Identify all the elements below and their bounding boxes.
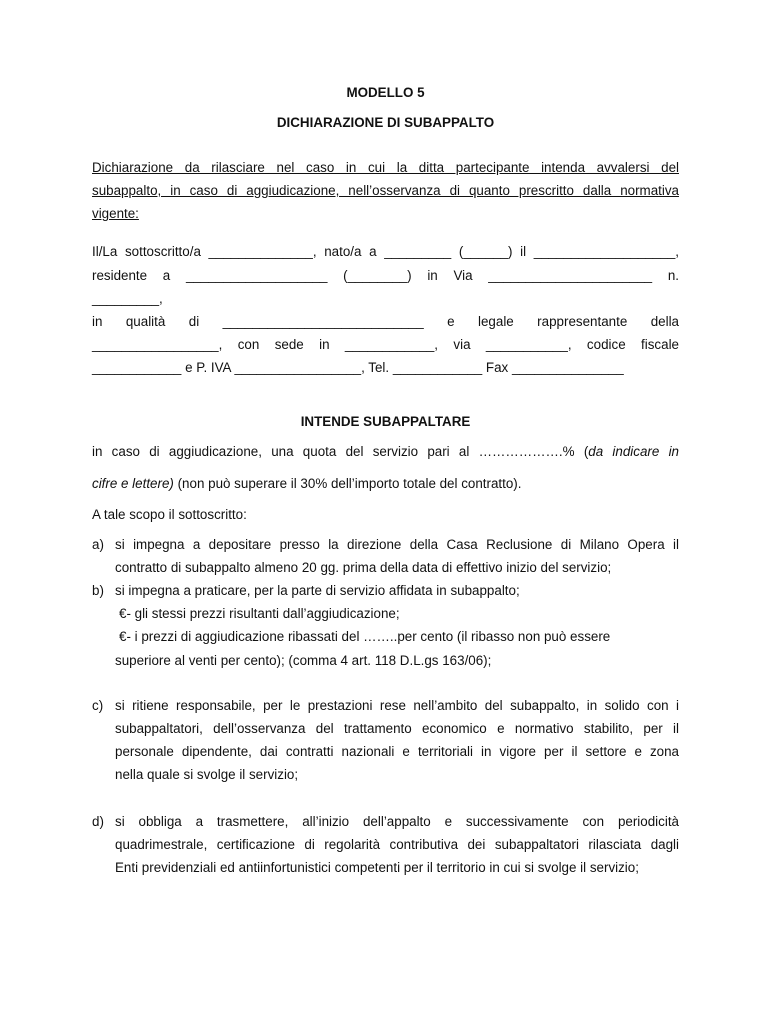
quota-limit: (non può superare il 30% dell’importo totale del contratto).	[173, 476, 522, 491]
declarant-line-1: Il/La sottoscritto/a ______________, nato/a a _________ (______) il ___________________,	[92, 244, 679, 259]
item-c-line-3: personale dipendente, dai contratti nazionali e territoriali in vigore per il settore e zona	[115, 744, 679, 759]
item-b-label: b)	[92, 583, 104, 598]
quota-line-2	[92, 475, 679, 493]
item-a-line-1: si impegna a depositare presso la direzione della Casa Reclusione di Milano Opera il	[115, 537, 679, 552]
intro-line-1: Dichiarazione da rilasciare nel caso in cui la ditta partecipante intenda avvalersi del	[92, 160, 679, 175]
intro-line-2: subappalto, in caso di aggiudicazione, nell’osservanza di quanto prescritto dalla normativa	[92, 183, 679, 198]
quota-hint-cont: cifre e lettere)	[92, 476, 174, 491]
item-a-label: a)	[92, 537, 104, 552]
item-c-line-2: subappaltatori, dell’osservanza del trattamento economico e normativo stabilito, per il	[115, 721, 679, 736]
item-a-line-2: contratto di subappalto almeno 20 gg. prima della data di effettivo inizio del servizio;	[115, 560, 612, 575]
scope-line: A tale scopo il sottoscritto:	[92, 507, 247, 522]
document-title: DICHIARAZIONE DI SUBAPPALTO	[276, 115, 495, 130]
item-d-line-2: quadrimestrale, certificazione di regolarità contributiva dei subappaltatori rilasciata dagli	[115, 837, 679, 852]
item-b-sub-1: €- gli stessi prezzi risultanti dall’aggiudicazione;	[119, 606, 400, 621]
intro-line-3: vigente:	[92, 206, 139, 221]
section-heading: INTENDE SUBAPPALTARE	[300, 414, 471, 429]
declarant-line-5: _________________, con sede in ____________, via ___________, codice fiscale	[92, 337, 679, 352]
item-d-label: d)	[92, 814, 104, 829]
item-c-label: c)	[92, 698, 104, 713]
declarant-line-4: in qualità di ___________________________ e legale rappresentante della	[92, 314, 679, 329]
item-c-line-4: nella quale si svolge il servizio;	[115, 767, 299, 782]
declarant-line-2: residente a ___________________ (________) in Via ______________________ n.	[92, 268, 679, 283]
item-b-sub-2: €- i prezzi di aggiudicazione ribassati del ……..per cento (il ribasso non può essere	[119, 629, 611, 644]
item-d-line-1: si obbliga a trasmettere, all’inizio dell’appalto e successivamente con periodicità	[115, 814, 679, 829]
declarant-line-6: ____________ e P. IVA _________________, Tel. ____________ Fax _______________	[92, 360, 624, 375]
quota-text: in caso di aggiudicazione, una quota del servizio pari al ……………….% (	[92, 444, 589, 459]
quota-hint: da indicare in	[588, 444, 679, 459]
item-b-sub-3: superiore al venti per cento); (comma 4 art. 118 D.L.gs 163/06);	[115, 653, 492, 668]
declarant-line-3: _________,	[92, 291, 163, 306]
document-page	[92, 0, 679, 1024]
item-d-line-3: Enti previdenziali ed antiinfortunistici competenti per il territorio in cui si svolge il servizio;	[115, 860, 639, 875]
item-c-line-1: si ritiene responsabile, per le prestazioni rese nell’ambito del subappalto, in solido con i	[115, 698, 679, 713]
quota-line-1	[92, 443, 679, 461]
model-number: MODELLO 5	[346, 85, 425, 100]
item-b-line-1: si impegna a praticare, per la parte di servizio affidata in subappalto;	[115, 583, 520, 598]
